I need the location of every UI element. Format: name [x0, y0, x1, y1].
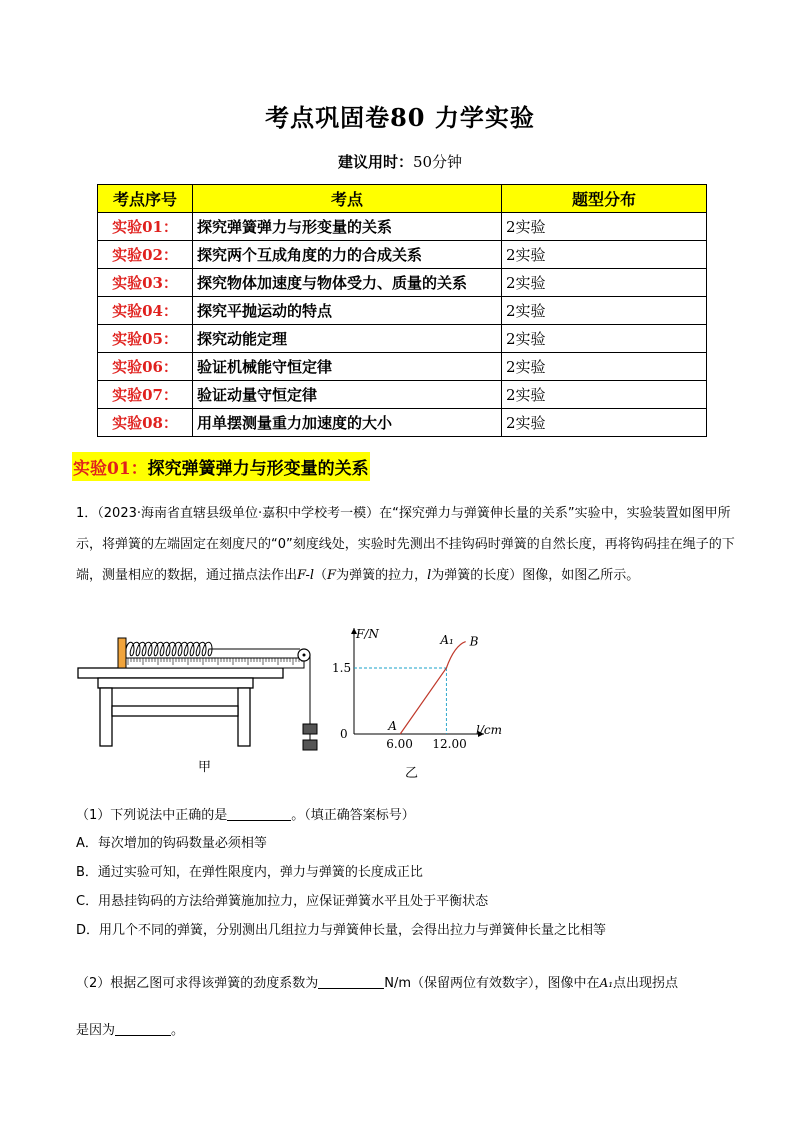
- row-topic: 验证动量守恒定律: [193, 381, 502, 409]
- section-heading: [72, 452, 370, 481]
- table-row: [98, 381, 707, 409]
- header-num: 考点序号: [98, 185, 193, 213]
- row-topic: 探究平抛运动的特点: [193, 297, 502, 325]
- row-topic: 验证机械能守恒定律: [193, 353, 502, 381]
- table-row: [98, 241, 707, 269]
- table-row: [98, 409, 707, 437]
- origin-label: 0: [340, 727, 348, 741]
- intro-text-1: 1．（2023·海南省直辖县级单位·嘉积中学校考一模）在“探究弹力与弹簧伸长量的关系”实验中，实验装置如图甲所示，将弹簧的左端固定在刻度尺的“0”刻度线处，实验时先测出不挂钩码时弹簧的自然长度，再将钩码挂在绳子的下端，测量相应的数据，通过描点法作出: [76, 506, 735, 583]
- question-intro: [76, 498, 736, 591]
- point-a-label: A: [388, 719, 397, 733]
- intro-text-4: 为弹簧的长度）图像，如图乙所示。: [431, 568, 640, 583]
- table-row: [98, 325, 707, 353]
- table-row: [98, 353, 707, 381]
- intro-text-2: （: [314, 568, 328, 583]
- row-dist: 2实验: [502, 409, 707, 437]
- y-tick-1-5: 1.5: [332, 661, 352, 675]
- part-1-text-b: 。（填正确答案标号）: [291, 808, 415, 823]
- option-b[interactable]: B．通过实验可知，在弹性限度内，弹力与弹簧的长度成正比: [76, 865, 423, 880]
- row-num: 实验03：: [98, 269, 193, 297]
- point-b-label: B: [469, 634, 479, 649]
- part-1-text-a: （1）下列说法中正确的是: [76, 808, 228, 823]
- x-tick-12: 12.00: [432, 737, 467, 751]
- part-1: [76, 800, 736, 831]
- row-dist: 2实验: [502, 381, 707, 409]
- intro-fl: F-l: [297, 568, 315, 583]
- row-topic: 探究动能定理: [193, 325, 502, 353]
- row-dist: 2实验: [502, 213, 707, 241]
- section-title: 探究弹簧弹力与形变量的关系: [147, 459, 369, 479]
- part-2-text-e: 。: [171, 1023, 185, 1038]
- row-dist: 2实验: [502, 241, 707, 269]
- point-a1-label: A₁: [440, 633, 454, 647]
- page-title: 考点巩固卷80 力学实验: [265, 103, 535, 132]
- part-2-text-c: 点出现拐点: [613, 976, 679, 991]
- part-2: [76, 960, 736, 1054]
- row-num: 实验01：: [98, 213, 193, 241]
- suggested-time-value: 50分钟: [412, 153, 463, 171]
- row-dist: 2实验: [502, 325, 707, 353]
- intro-text-3: 为弹簧的拉力，: [336, 568, 428, 583]
- section-num: 实验01：: [73, 459, 148, 479]
- figure-jia-apparatus: [78, 632, 328, 762]
- table-row: [98, 213, 707, 241]
- row-topic: 探究物体加速度与物体受力、质量的关系: [193, 269, 502, 297]
- topic-table: [97, 184, 707, 437]
- table-header-row: [98, 185, 707, 213]
- row-num: 实验04：: [98, 297, 193, 325]
- row-topic: 探究弹簧弹力与形变量的关系: [193, 213, 502, 241]
- part-2-text-a: （2）根据乙图可求得该弹簧的劲度系数为: [76, 976, 319, 991]
- row-topic: 探究两个互成角度的力的合成关系: [193, 241, 502, 269]
- row-num: 实验08：: [98, 409, 193, 437]
- row-dist: 2实验: [502, 297, 707, 325]
- x-tick-6: 6.00: [386, 737, 413, 751]
- part-2-text-d: 是因为: [76, 1023, 116, 1038]
- y-axis-label: F/N: [356, 627, 379, 641]
- part-2-point-a1: A₁: [599, 976, 614, 990]
- header-topic: 考点: [193, 185, 502, 213]
- row-dist: 2实验: [502, 353, 707, 381]
- option-d[interactable]: D．用几个不同的弹簧，分别测出几组拉力与弹簧伸长量，会得出拉力与弹簧伸长量之比相等: [76, 923, 607, 938]
- part-2-blank-reason[interactable]: [115, 1021, 171, 1036]
- row-num: 实验07：: [98, 381, 193, 409]
- suggested-time: [0, 151, 800, 172]
- table-row: [98, 269, 707, 297]
- row-num: 实验05：: [98, 325, 193, 353]
- part-2-text-b: N/m（保留两位有效数字），图像中在: [384, 976, 600, 991]
- row-dist: 2实验: [502, 269, 707, 297]
- header-dist: 题型分布: [502, 185, 707, 213]
- figure-yi-graph: [334, 622, 514, 762]
- fl-curve-line: [400, 642, 465, 734]
- option-c[interactable]: C．用悬挂钩码的方法给弹簧施加拉力，应保证弹簧水平且处于平衡状态: [76, 894, 489, 909]
- part-1-blank[interactable]: [227, 806, 291, 821]
- row-topic: 用单摆测量重力加速度的大小: [193, 409, 502, 437]
- row-num: 实验02：: [98, 241, 193, 269]
- intro-l: l: [427, 568, 432, 583]
- table-row: [98, 297, 707, 325]
- figure-jia-label: 甲: [198, 760, 212, 775]
- option-a[interactable]: A．每次增加的钩码数量必须相等: [76, 836, 267, 851]
- x-axis-label: l/cm: [476, 723, 502, 737]
- row-num: 实验06：: [98, 353, 193, 381]
- part-2-blank-k[interactable]: [318, 974, 384, 989]
- figure-yi-label: 乙: [405, 766, 419, 781]
- suggested-time-label: 建议用时：: [337, 153, 413, 171]
- intro-f: F: [327, 568, 337, 583]
